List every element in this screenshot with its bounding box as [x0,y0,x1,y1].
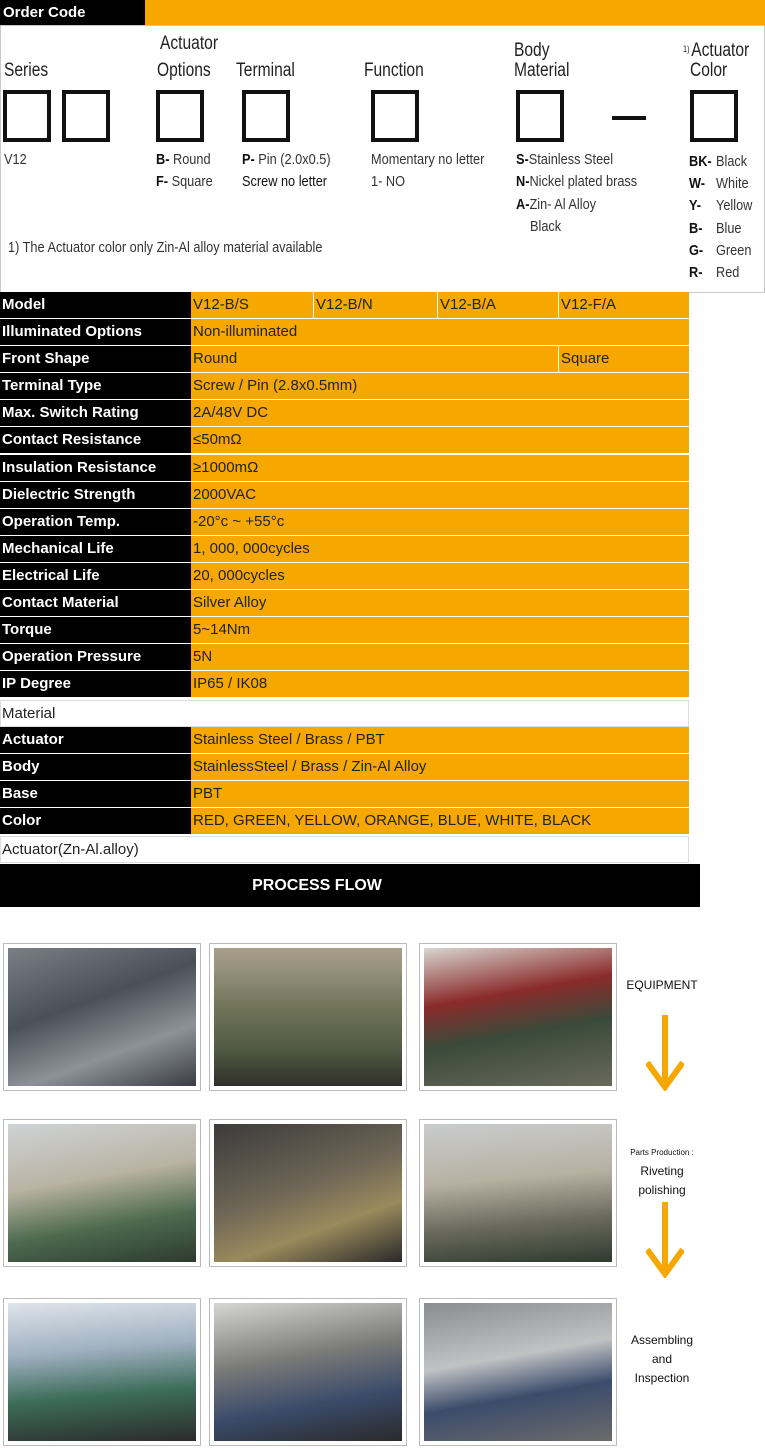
terminal-pin: P- Pin (2.0x0.5) [242,151,331,168]
row-label: Contact Resistance [0,427,191,453]
actuator-option-round: B- Round [156,151,211,168]
color-b-label: Blue [716,220,742,237]
row-value-secondary: Square [558,346,689,372]
table-row [0,590,689,617]
table-row [0,346,689,373]
code-dash [612,116,646,120]
row-value: ≥1000mΩ [191,455,689,481]
body-zinal: A-Zin- Al Alloy [516,196,597,213]
code-box-actuator [156,90,204,142]
color-g-code: G- [689,242,704,259]
factory-photo-image [8,1124,196,1262]
material-row [0,754,689,781]
row-value: 1, 000, 000cycles [191,536,689,562]
factory-photo-image [8,948,196,1086]
header-actuator-color-1 [683,40,749,62]
material-row [0,781,689,808]
order-code-title: Order Code [0,0,145,25]
code-box-series-2 [62,90,110,142]
table-row [0,671,689,698]
row-value: 5N [191,644,689,670]
model-value: V12-B/S [191,292,313,318]
factory-photo-image [8,1303,196,1441]
process-photo [209,943,407,1091]
table-row [0,319,689,346]
down-arrow-icon [646,1015,684,1091]
table-row-model [0,292,689,319]
row-label: Max. Switch Rating [0,400,191,426]
code-box-body [516,90,564,142]
color-y-label: Yellow [716,197,753,214]
row-label: Contact Material [0,590,191,616]
row-value: RED, GREEN, YELLOW, ORANGE, BLUE, WHITE, BLACK [191,808,689,834]
row-value: Round [191,346,558,372]
color-w-code: W- [689,175,706,192]
function-momentary: Momentary no letter [371,151,485,168]
row-label: Illuminated Options [0,319,191,345]
body-black: Black [530,218,562,235]
color-bk-code: BK- [689,153,712,170]
row-value: 2A/48V DC [191,400,689,426]
process-photo [419,943,617,1091]
series-value: V12 [4,151,27,168]
factory-photo-image [214,948,402,1086]
row-value: PBT [191,781,689,807]
row-label: Torque [0,617,191,643]
model-value: V12-B/N [313,292,437,318]
factory-photo-image [424,1303,612,1441]
table-row [0,536,689,563]
row-value: IP65 / IK08 [191,671,689,697]
color-r-label: Red [716,264,740,281]
row-label: Front Shape [0,346,191,372]
row-label: Body [0,754,191,780]
header-series: Series [4,60,49,81]
footer-note: Actuator(Zn-Al.alloy) [0,836,689,863]
row-value: Silver Alloy [191,590,689,616]
process-photo [3,1119,201,1267]
factory-photo-image [424,948,612,1086]
code-box-color [690,90,738,142]
factory-photo-image [214,1303,402,1441]
process-photo [209,1298,407,1446]
row-value: Non-illuminated [191,319,689,345]
table-row [0,482,689,509]
table-row [0,563,689,590]
row-label: Model [0,292,191,318]
factory-photo-image [214,1124,402,1262]
factory-photo-image [424,1124,612,1262]
code-box-terminal [242,90,290,142]
header-body-material-2: Material [514,60,570,81]
table-row [0,373,689,400]
row-value: StainlessSteel / Brass / Zin-Al Alloy [191,754,689,780]
row-label: Operation Temp. [0,509,191,535]
header-body-material-1: Body [514,40,550,61]
row-value: 5~14Nm [191,617,689,643]
actuator-option-square: F- Square [156,173,213,190]
step-label-assembling: Assembling and Inspection [630,1333,694,1385]
material-heading: Material [0,700,689,727]
process-photo [209,1119,407,1267]
down-arrow-icon [646,1202,684,1278]
color-w-label: White [716,175,749,192]
row-label: Terminal Type [0,373,191,399]
color-b-code: B- [689,220,703,237]
footnote-marker: 1) [683,44,690,54]
table-row [0,644,689,671]
step-label-parts: Parts Production : Riveting polishing [630,1148,694,1197]
table-row [0,400,689,427]
table-row [0,509,689,536]
table-row [0,455,689,482]
row-label: Color [0,808,191,834]
model-value: V12-B/A [437,292,558,318]
row-label: Insulation Resistance [0,455,191,481]
process-photo [419,1119,617,1267]
header-actuator-color-word: Actuator [691,40,750,61]
body-stainless: S-Stainless Steel [516,151,614,168]
table-row [0,427,689,454]
process-flow-title: PROCESS FLOW [0,864,700,907]
row-value: 20, 000cycles [191,563,689,589]
process-photo [419,1298,617,1446]
color-r-code: R- [689,264,703,281]
row-label: Base [0,781,191,807]
row-label: Dielectric Strength [0,482,191,508]
color-g-label: Green [716,242,752,259]
row-value: Screw / Pin (2.8x0.5mm) [191,373,689,399]
order-code-note: 1) The Actuator color only Zin-Al alloy material available [8,239,323,256]
row-label: Electrical Life [0,563,191,589]
row-value: Stainless Steel / Brass / PBT [191,727,689,753]
row-value: ≤50mΩ [191,427,689,453]
color-y-code: Y- [689,197,702,214]
header-actuator-options-1: Actuator [160,33,219,54]
step-label-equipment: EQUIPMENT [626,978,698,992]
row-label: Actuator [0,727,191,753]
row-label: Operation Pressure [0,644,191,670]
code-box-series-1 [3,90,51,142]
header-actuator-options-2: Options [157,60,211,81]
model-value: V12-F/A [558,292,689,318]
process-photo [3,943,201,1091]
code-box-function [371,90,419,142]
process-photo [3,1298,201,1446]
color-bk-label: Black [716,153,748,170]
row-value: -20°c ~ +55°c [191,509,689,535]
header-terminal: Terminal [236,60,295,81]
material-row [0,808,689,835]
row-label: IP Degree [0,671,191,697]
material-row [0,727,689,754]
function-no: 1- NO [371,173,406,190]
body-nickel: N-Nickel plated brass [516,173,638,190]
table-row [0,617,689,644]
row-value: 2000VAC [191,482,689,508]
header-actuator-color-2: Color [690,60,728,81]
header-function: Function [364,60,424,81]
row-label: Mechanical Life [0,536,191,562]
terminal-screw: Screw no letter [242,173,328,190]
